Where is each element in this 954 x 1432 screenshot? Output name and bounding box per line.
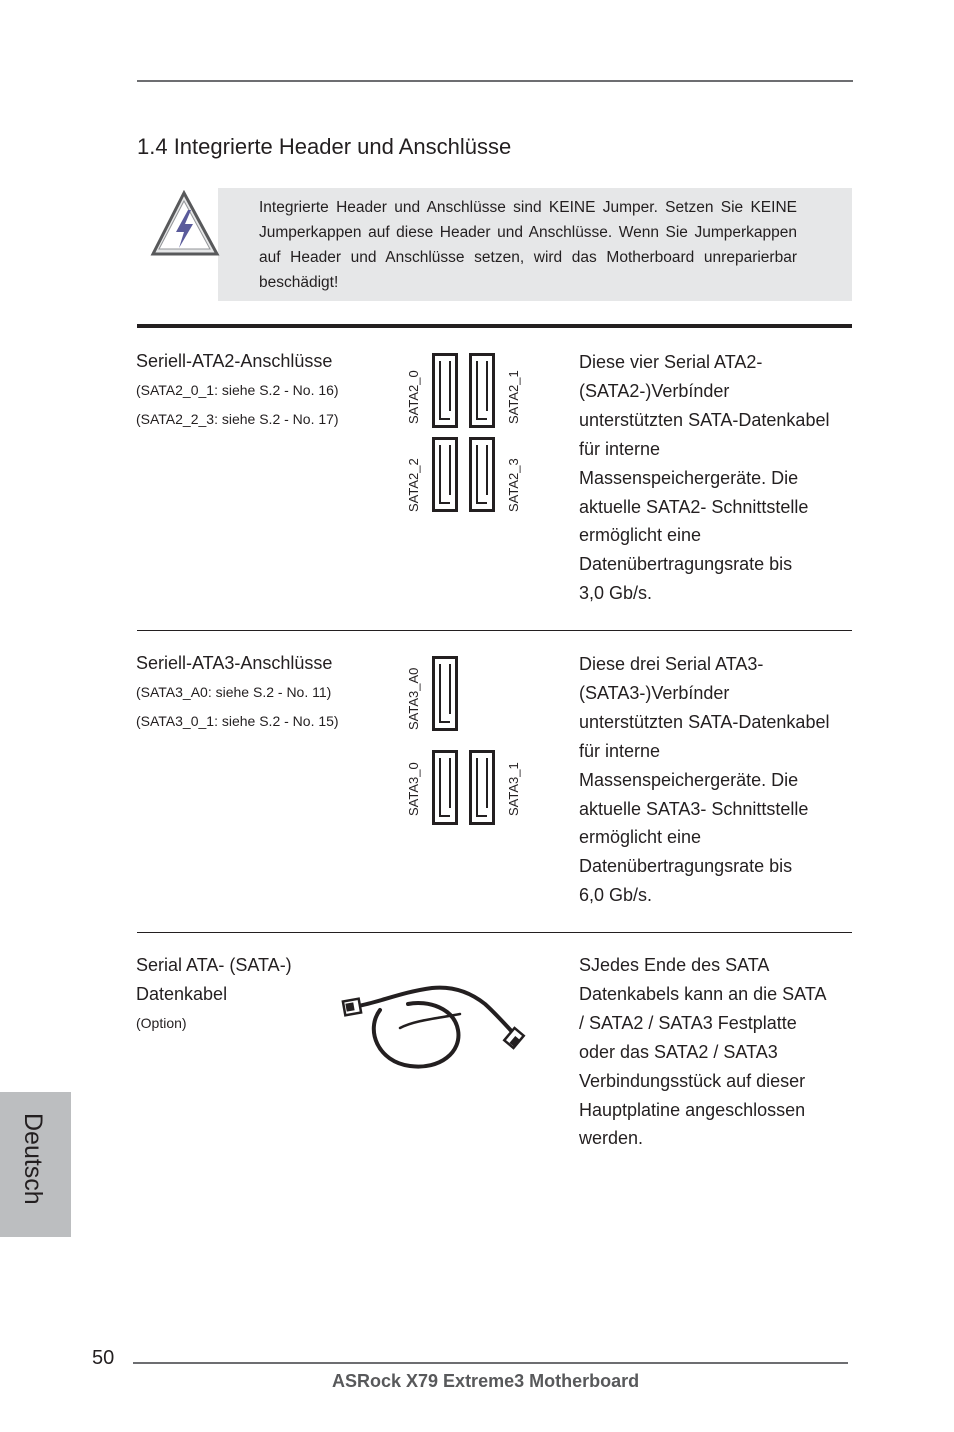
desc-line: Verbindungsstück auf dieser: [579, 1070, 806, 1091]
desc-line: werden.: [579, 1128, 644, 1149]
row-divider: [137, 630, 852, 631]
table-top-rule: [137, 324, 852, 328]
desc-line: für interne: [579, 438, 661, 459]
desc-line: Hauptplatine angeschlossen: [579, 1099, 806, 1120]
desc-line: Massenspeichergeräte. Die: [579, 769, 799, 790]
desc-line: ermöglicht eine: [579, 827, 702, 848]
language-side-tab-label: Deutsch: [19, 1113, 47, 1205]
desc-line: unterstützten SATA-Datenkabel: [579, 711, 830, 732]
sata-connector-icon: [432, 437, 458, 512]
sata-connector-icon: [432, 656, 458, 731]
connector-label: SATA3_1: [506, 762, 521, 816]
desc-line: ermöglicht eine: [579, 525, 702, 546]
sata2-description: [579, 348, 854, 608]
warning-icon: [150, 190, 220, 263]
desc-line: 6,0 Gb/s.: [579, 885, 653, 906]
desc-line: 3,0 Gb/s.: [579, 583, 653, 604]
connector-label: SATA3_A0: [406, 667, 421, 730]
desc-line: / SATA2 / SATA3 Festplatte: [579, 1012, 797, 1033]
sata-cable-title-1: Serial ATA- (SATA-): [136, 955, 292, 975]
sata-cable-title-2: Datenkabel: [136, 984, 228, 1004]
connector-label: SATA2_3: [506, 458, 521, 512]
section-title: 1.4 Integrierte Header und Anschlüsse: [137, 134, 512, 159]
sata3-title: Seriell-ATA3-Anschlüsse: [136, 653, 333, 673]
desc-line: Diese drei Serial ATA3-: [579, 654, 764, 674]
desc-line: Datenübertragungsrate bis: [579, 856, 793, 877]
top-rule: [137, 80, 853, 82]
footer-title: ASRock X79 Extreme3 Motherboard: [332, 1371, 640, 1391]
sata-cable-option: (Option): [136, 1015, 187, 1031]
desc-line: oder das SATA2 / SATA3: [579, 1041, 778, 1062]
desc-line: (SATA2-)Verbínder: [579, 380, 730, 401]
footer-rule: [133, 1362, 848, 1364]
desc-line: aktuelle SATA2- Schnittstelle: [579, 496, 809, 517]
desc-line: Massenspeichergeräte. Die: [579, 467, 799, 488]
sata3-ref-1: (SATA3_A0: siehe S.2 - No. 11): [136, 684, 332, 700]
connector-label: SATA2_0: [406, 370, 421, 424]
sata-connector-icon: [469, 750, 495, 825]
desc-line: aktuelle SATA3- Schnittstelle: [579, 798, 809, 819]
connector-label: SATA2_2: [406, 458, 421, 512]
sata2-title: Seriell-ATA2-Anschlüsse: [136, 351, 333, 371]
sata2-ref-2: (SATA2_2_3: siehe S.2 - No. 17): [136, 411, 339, 427]
desc-line: (SATA3-)Verbínder: [579, 682, 730, 703]
sata-connector-icon: [432, 750, 458, 825]
sata-connector-icon: [469, 353, 495, 428]
desc-line: Diese vier Serial ATA2-: [579, 352, 763, 372]
warning-note-text: Integrierte Header und Anschlüsse sind KEINE Jumper. Setzen Sie KEINE Jumperkappen auf diese Header und Anschlüsse. Wenn Sie Jumperkappen auf Header und Anschlüsse setzen, wird das Motherboard unreparierbar beschädigt!: [259, 199, 797, 291]
sata-cable-image: [340, 980, 530, 1077]
sata3-ref-2: (SATA3_0_1: siehe S.2 - No. 15): [136, 713, 339, 729]
desc-line: Datenübertragungsrate bis: [579, 554, 793, 575]
connector-label: SATA3_0: [406, 762, 421, 816]
connector-label: SATA2_1: [506, 370, 521, 424]
sata3-description: [579, 650, 854, 910]
desc-line: SJedes Ende des SATA: [579, 955, 770, 975]
sata-connector-icon: [432, 353, 458, 428]
row-divider: [137, 932, 852, 933]
page-number: 50: [92, 1347, 115, 1369]
sata2-ref-1: (SATA2_0_1: siehe S.2 - No. 16): [136, 382, 339, 398]
sata-cable-description: [579, 951, 854, 1153]
desc-line: unterstützten SATA-Datenkabel: [579, 409, 830, 430]
desc-line: für interne: [579, 740, 661, 761]
desc-line: Datenkabels kann an die SATA: [579, 983, 827, 1004]
sata-connector-icon: [469, 437, 495, 512]
